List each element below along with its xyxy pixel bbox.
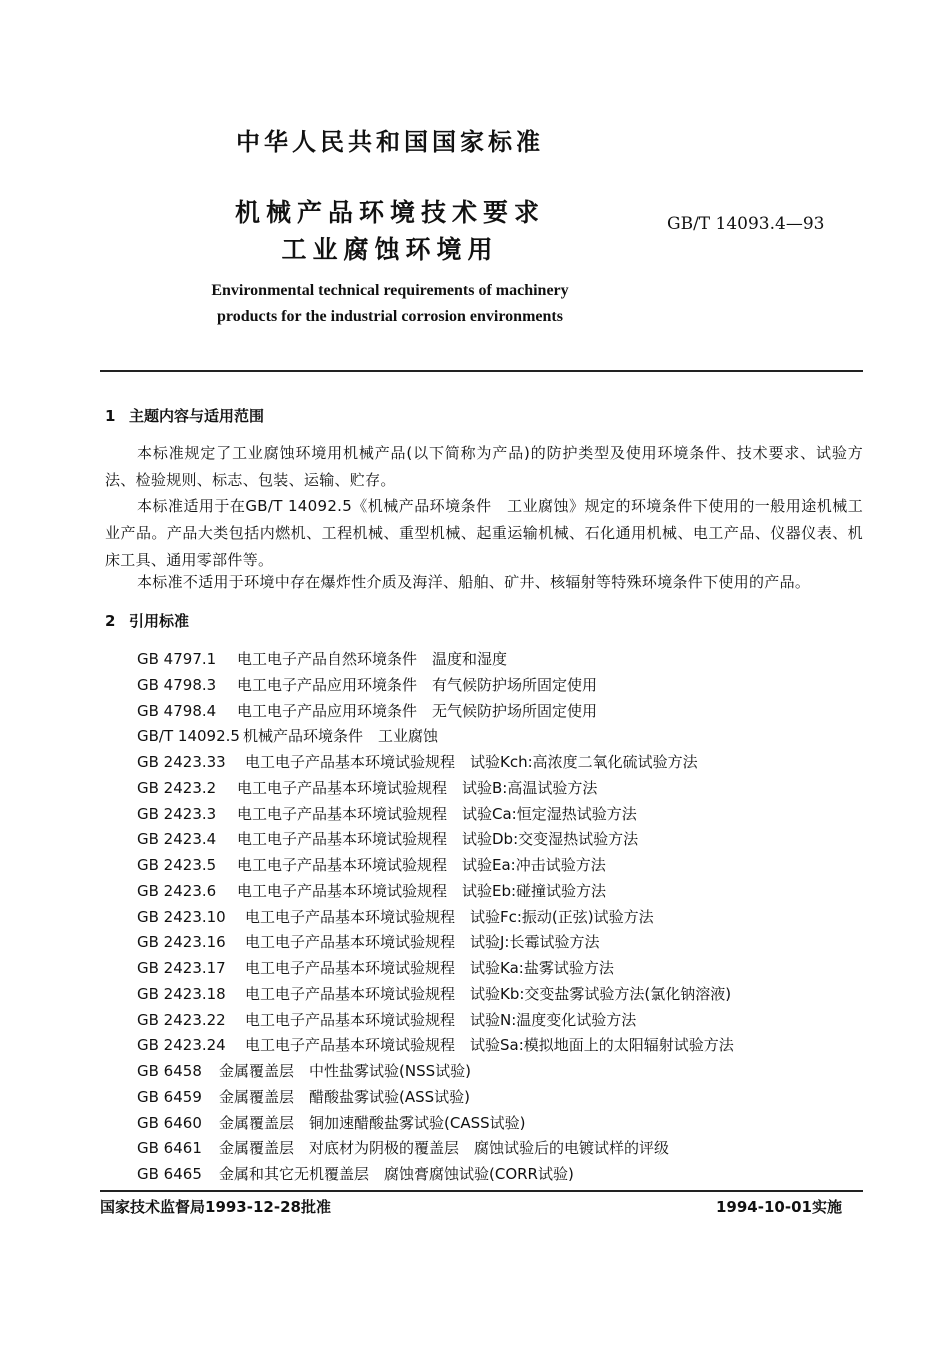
reference-title: 电工电子产品基本环境试验规程 试验Db:交变湿热试验方法 bbox=[237, 830, 639, 849]
document-title-line1: 机械产品环境技术要求 bbox=[234, 198, 545, 227]
reference-code: GB 2423.6 bbox=[137, 881, 217, 900]
reference-code: GB 6461 bbox=[137, 1139, 202, 1158]
reference-title: 电工电子产品基本环境试验规程 试验Kch:高浓度二氧化硫试验方法 bbox=[245, 753, 698, 771]
reference-item bbox=[137, 930, 734, 956]
reference-item bbox=[137, 724, 734, 750]
reference-title: 金属覆盖层 对底材为阴极的覆盖层 腐蚀试验后的电镀试样的评级 bbox=[219, 1139, 670, 1158]
reference-title: 电工电子产品基本环境试验规程 试验B:高温试验方法 bbox=[237, 778, 598, 797]
reference-code: GB 4797.1 bbox=[137, 650, 217, 668]
implementation-date: 1994-10-01实施 bbox=[716, 1198, 842, 1216]
section-1-title: 主题内容与适用范围 bbox=[129, 407, 265, 425]
reference-title: 电工电子产品基本环境试验规程 试验Ca:恒定湿热试验方法 bbox=[237, 804, 637, 823]
reference-item bbox=[137, 1136, 734, 1162]
reference-title: 电工电子产品基本环境试验规程 试验Ka:盐雾试验方法 bbox=[245, 959, 614, 977]
section-1-paragraph-3: 本标准不适用于环境中存在爆炸性介质及海洋、船舶、矿井、核辐射等特殊环境条件下使用的产品。 bbox=[137, 573, 811, 591]
reference-item bbox=[137, 1008, 734, 1034]
reference-title: 机械产品环境条件 工业腐蚀 bbox=[243, 727, 439, 746]
reference-item bbox=[137, 905, 734, 931]
reference-title: 金属覆盖层 醋酸盐雾试验(ASS试验) bbox=[219, 1087, 471, 1106]
reference-item bbox=[137, 1162, 734, 1188]
standard-number: GB/T 14093.4—93 bbox=[667, 214, 825, 234]
reference-title: 电工电子产品自然环境条件 温度和湿度 bbox=[237, 650, 508, 668]
reference-code: GB 6459 bbox=[137, 1087, 202, 1106]
reference-code: GB 4798.4 bbox=[137, 701, 217, 720]
reference-title: 电工电子产品基本环境试验规程 试验N:温度变化试验方法 bbox=[245, 1010, 637, 1029]
reference-code: GB 2423.2 bbox=[137, 778, 217, 797]
section-1-heading bbox=[105, 405, 264, 426]
reference-item bbox=[137, 827, 734, 853]
reference-code: GB 2423.18 bbox=[137, 984, 226, 1003]
reference-item bbox=[137, 776, 734, 802]
reference-list bbox=[137, 647, 734, 1188]
reference-title: 电工电子产品基本环境试验规程 试验Kb:交变盐雾试验方法(氯化钠溶液) bbox=[245, 984, 732, 1003]
reference-item bbox=[137, 879, 734, 905]
reference-title: 电工电子产品基本环境试验规程 试验Sa:模拟地面上的太阳辐射试验方法 bbox=[245, 1036, 734, 1055]
header-divider bbox=[100, 370, 863, 372]
reference-code: GB 2423.22 bbox=[137, 1010, 226, 1029]
reference-item bbox=[137, 1111, 734, 1137]
reference-item bbox=[137, 750, 734, 776]
footer-divider bbox=[100, 1190, 863, 1192]
reference-item bbox=[137, 982, 734, 1008]
reference-code: GB 6460 bbox=[137, 1113, 202, 1132]
section-2-heading bbox=[105, 610, 189, 631]
reference-title: 电工电子产品基本环境试验规程 试验Eb:碰撞试验方法 bbox=[237, 881, 607, 900]
reference-code: GB 2423.10 bbox=[137, 907, 226, 926]
reference-item bbox=[137, 956, 734, 982]
english-title-line2: products for the industrial corrosion environments bbox=[217, 308, 563, 325]
section-1-paragraph-2: 本标准适用于在GB/T 14092.5《机械产品环境条件 工业腐蚀》规定的环境条件下使用的一般用途机械工业产品。产品大类包括内燃机、工程机械、重型机械、起重运输机械、石化通用机械、电工产品、仪器仪表、机床工具、通用零部件等。 bbox=[105, 497, 863, 569]
reference-title: 电工电子产品基本环境试验规程 试验J:长霉试验方法 bbox=[245, 933, 600, 952]
section-2-title: 引用标准 bbox=[129, 612, 190, 630]
reference-item bbox=[137, 673, 734, 699]
reference-item bbox=[137, 853, 734, 879]
reference-item bbox=[137, 1033, 734, 1059]
reference-title: 电工电子产品应用环境条件 有气候防护场所固定使用 bbox=[237, 675, 598, 694]
reference-code: GB 2423.17 bbox=[137, 959, 226, 977]
reference-title: 金属覆盖层 中性盐雾试验(NSS试验) bbox=[219, 1062, 471, 1080]
national-standard-header: 中华人民共和国国家标准 bbox=[236, 128, 544, 156]
reference-title: 电工电子产品基本环境试验规程 试验Ea:冲击试验方法 bbox=[237, 856, 606, 874]
reference-code: GB 6458 bbox=[137, 1062, 202, 1080]
section-1-paragraph-1: 本标准规定了工业腐蚀环境用机械产品(以下简称为产品)的防护类型及使用环境条件、技术要求、试验方法、检验规则、标志、包装、运输、贮存。 bbox=[105, 444, 863, 489]
reference-title: 金属覆盖层 铜加速醋酸盐雾试验(CASS试验) bbox=[219, 1113, 526, 1132]
reference-item bbox=[137, 647, 734, 673]
reference-title: 电工电子产品应用环境条件 无气候防护场所固定使用 bbox=[237, 701, 598, 720]
reference-code: GB 2423.33 bbox=[137, 753, 226, 771]
reference-code: GB 6465 bbox=[137, 1165, 202, 1183]
reference-item bbox=[137, 1059, 734, 1085]
section-2-number: 2 bbox=[105, 612, 116, 630]
reference-code: GB 2423.4 bbox=[137, 830, 217, 849]
reference-code: GB 4798.3 bbox=[137, 675, 217, 694]
reference-title: 电工电子产品基本环境试验规程 试验Fc:振动(正弦)试验方法 bbox=[245, 907, 654, 926]
approval-date: 国家技术监督局1993-12-28批准 bbox=[100, 1198, 331, 1216]
reference-code: GB 2423.5 bbox=[137, 856, 217, 874]
reference-code: GB 2423.3 bbox=[137, 804, 217, 823]
reference-code: GB/T 14092.5 bbox=[137, 727, 240, 746]
document-title-line2: 工业腐蚀环境用 bbox=[281, 235, 499, 264]
reference-item bbox=[137, 1085, 734, 1111]
reference-item bbox=[137, 802, 734, 828]
reference-code: GB 2423.16 bbox=[137, 933, 226, 952]
reference-item bbox=[137, 699, 734, 725]
section-1-number: 1 bbox=[105, 407, 116, 425]
reference-title: 金属和其它无机覆盖层 腐蚀膏腐蚀试验(CORR试验) bbox=[219, 1165, 574, 1183]
english-title-line1: Environmental technical requirements of machinery bbox=[211, 282, 569, 299]
reference-code: GB 2423.24 bbox=[137, 1036, 226, 1055]
